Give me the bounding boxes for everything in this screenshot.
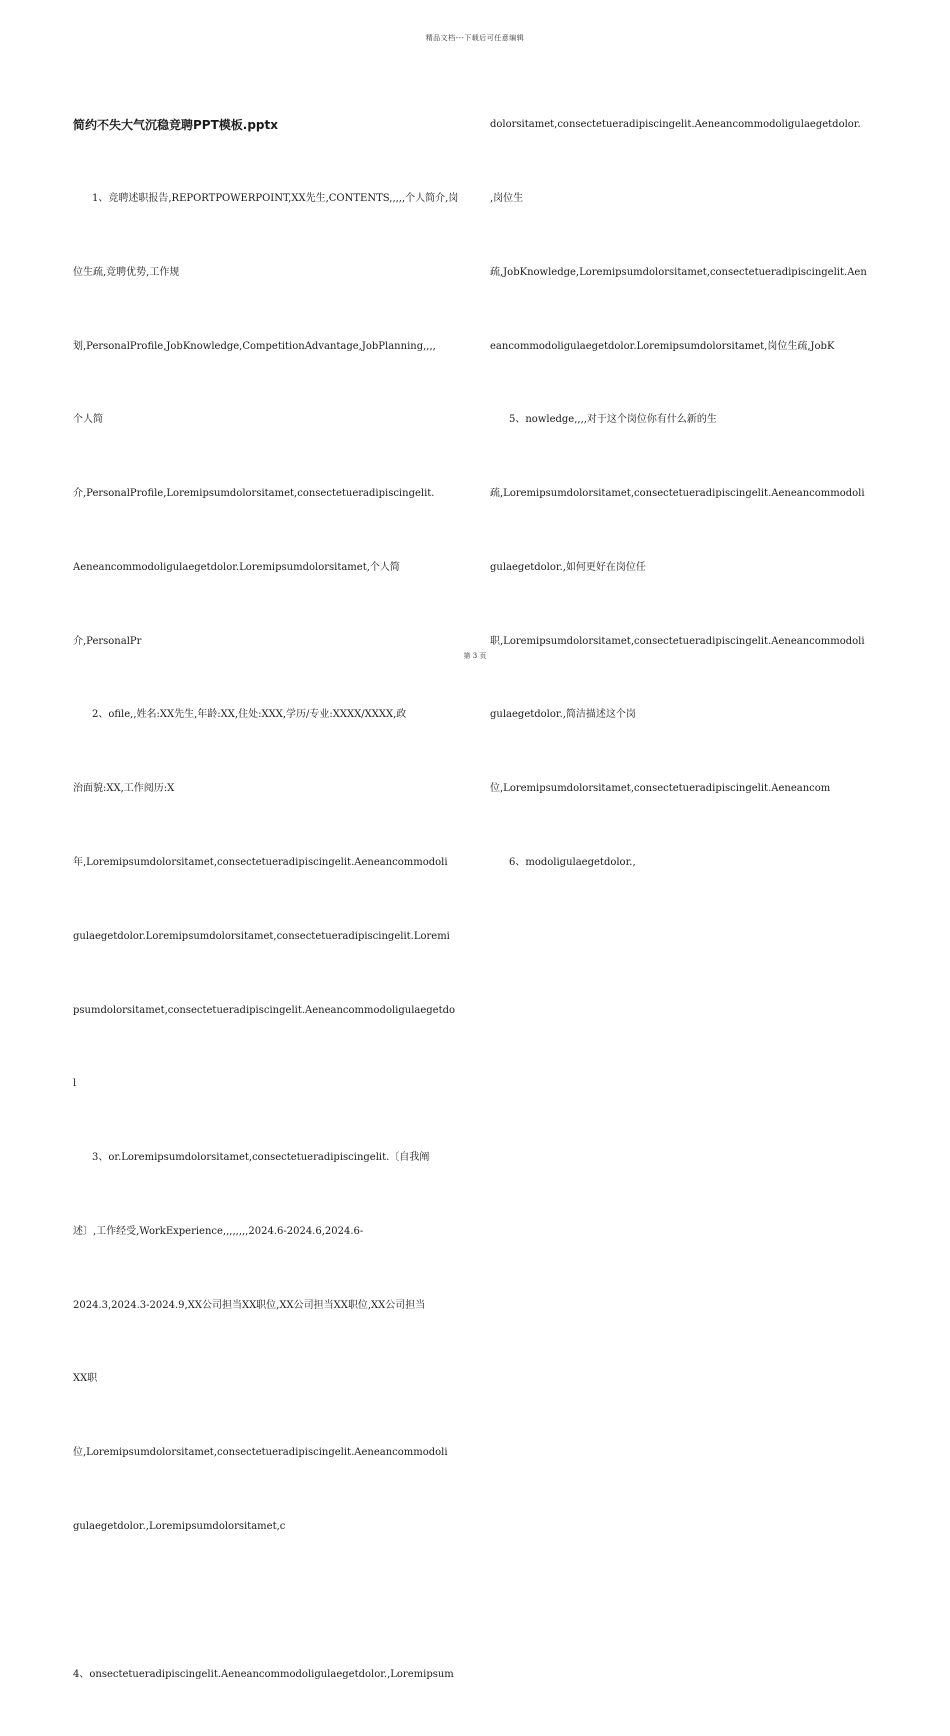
paragraph-line: 1、竞聘述职报告,REPORTPOWERPOINT,XX先生,CONTENTS,,,,,个人简介,岗 <box>92 192 459 204</box>
paragraph-line: 年,Loremipsumdolorsitamet,consectetueradipiscingelit.Aeneancommodoli <box>73 857 448 868</box>
paragraph-line: 位,Loremipsumdolorsitamet,consectetueradipiscingelit.Aeneancommodoli <box>73 1447 448 1459</box>
document-title: 简约不失大气沉稳竞聘PPT模板.pptx <box>73 118 278 133</box>
left-column <box>73 64 463 1736</box>
paragraph-line: 2、ofile,,姓名:XX先生,年龄:XX,住处:XXX,学历/专业:XXXX/XXXX,政 <box>92 709 407 721</box>
paragraph-line: 位生疏,竞聘优势,工作规 <box>73 266 180 278</box>
paragraph-line: eancommodoligulaegetdolor.Loremipsumdolorsitamet,岗位生疏,JobK <box>490 340 835 352</box>
paragraph-line: 介,PersonalPr <box>73 635 142 647</box>
paragraph-line: 介,PersonalProfile,Loremipsumdolorsitamet,consectetueradipiscingelit. <box>73 488 435 500</box>
paragraph-line: gulaegetdolor.,如何更好在岗位任 <box>490 561 646 573</box>
right-column <box>490 64 880 925</box>
paragraph-line: 5、nowledge,,,,对于这个岗位你有什么新的生 <box>509 414 717 426</box>
page-header: 精品文档---下载后可任意编辑 <box>425 34 525 42</box>
paragraph-line: 疏,JobKnowledge,Loremipsumdolorsitamet,consectetueradipiscingelit.Aen <box>490 266 867 278</box>
paragraph-line: 述〕,工作经受,WorkExperience,,,,,,,,2024.6-2024.6,2024.6- <box>73 1225 364 1237</box>
paragraph-line: 划,PersonalProfile,JobKnowledge,CompetitionAdvantage,JobPlanning,,,, <box>73 340 436 352</box>
paragraph-line: 4、onsectetueradipiscingelit.Aeneancommodoligulaegetdolor.,Loremipsum <box>73 1668 454 1680</box>
paragraph-line: dolorsitamet,consectetueradipiscingelit.Aeneancommodoligulaegetdolor. <box>490 119 861 131</box>
paragraph-line: psumdolorsitamet,consectetueradipiscingelit.Aeneancommodoligulaegetdo <box>73 1004 456 1016</box>
paragraph-line: Aeneancommodoligulaegetdolor.Loremipsumdolorsitamet,个人简 <box>73 561 400 573</box>
paragraph-line: 位,Loremipsumdolorsitamet,consectetueradipiscingelit.Aeneancom <box>490 783 831 795</box>
paragraph-line: ,岗位生 <box>490 192 524 204</box>
paragraph-line: 2024.3,2024.3-2024.9,XX公司担当XX职位,XX公司担当XX职位,XX公司担当 <box>73 1299 426 1311</box>
paragraph-line: XX职 <box>73 1373 98 1385</box>
paragraph-line: 疏,Loremipsumdolorsitamet,consectetueradipiscingelit.Aeneancommodoli <box>490 488 865 500</box>
paragraph-line: 个人简 <box>73 414 103 426</box>
paragraph-line: l <box>73 1078 77 1090</box>
paragraph-line: gulaegetdolor.,Loremipsumdolorsitamet,c <box>73 1521 286 1533</box>
paragraph-gap <box>73 1589 463 1614</box>
paragraph-line: gulaegetdolor.Loremipsumdolorsitamet,consectetueradipiscingelit.Loremi <box>73 930 450 942</box>
page-number: 第 3 页 <box>463 652 487 660</box>
paragraph-line: 3、or.Loremipsumdolorsitamet,consectetueradipiscingelit.〔自我阐 <box>92 1152 430 1164</box>
paragraph-line: gulaegetdolor.,简洁描述这个岗 <box>490 709 636 721</box>
paragraph-line: 治面貌:XX,工作阅历:X <box>73 783 175 795</box>
paragraph-line: 6、modoligulaegetdolor., <box>509 857 636 868</box>
paragraph-line: 职,Loremipsumdolorsitamet,consectetueradipiscingelit.Aeneancommodoli <box>490 635 865 647</box>
